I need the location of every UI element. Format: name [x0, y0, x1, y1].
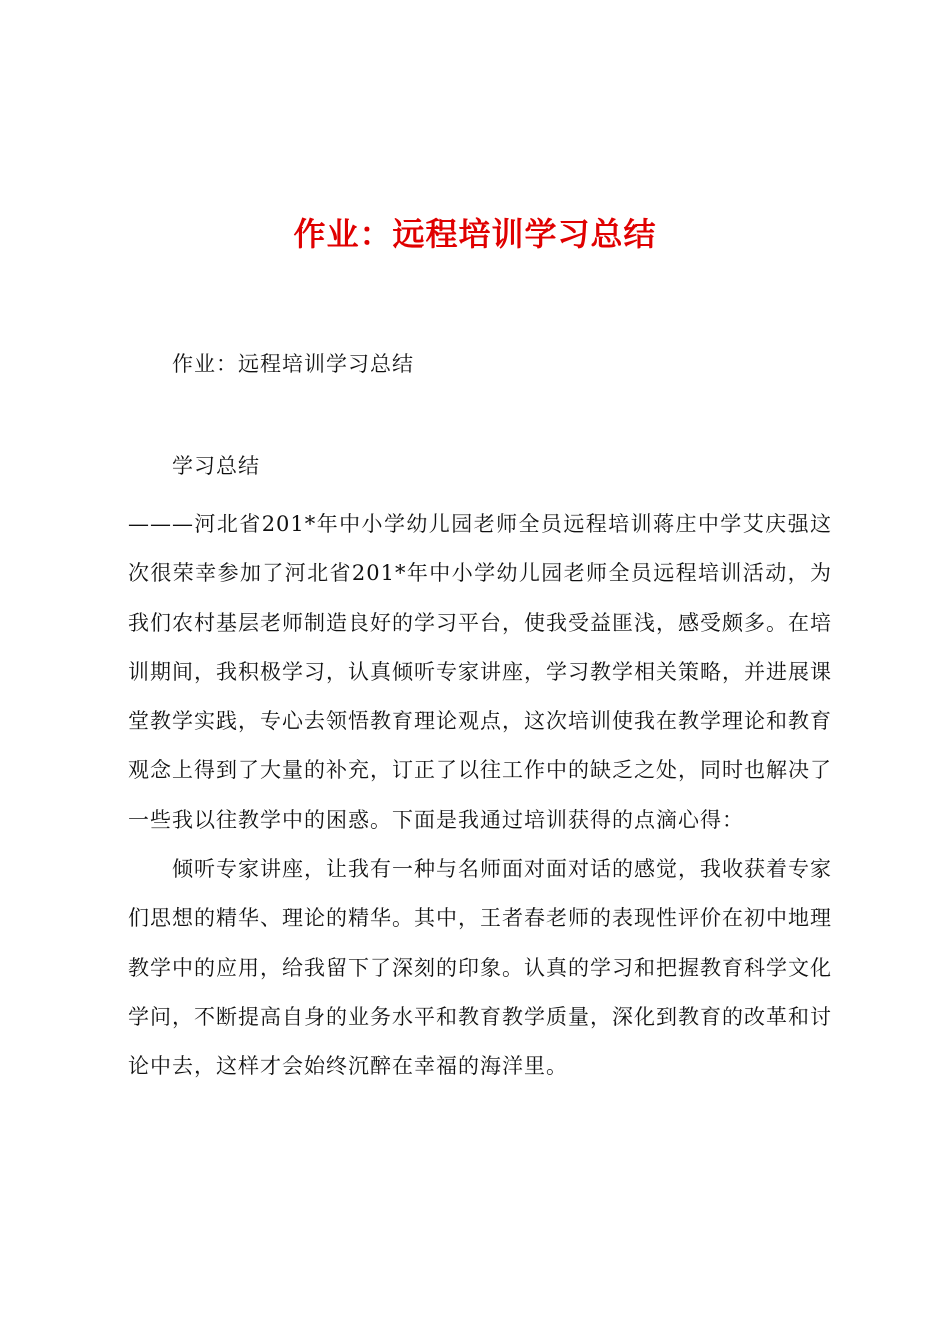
paragraph-2: 倾听专家讲座，让我有一种与名师面对面对话的感觉，我收获着专家们思想的精华、理论的精华。其中，王者春老师的表现性评价在初中地理教学中的应用，给我留下了深刻的印象。认真的学习和把握教育科学文化学问，不断提高自身的业务水平和教育教学质量，深化到教育的改革和讨论中去，这样才会始终沉醉在幸福的海洋里。	[128, 857, 832, 1079]
document-title: 作业：远程培训学习总结	[293, 215, 657, 253]
document-subtitle: 作业：远程培训学习总结	[172, 352, 414, 376]
section-heading: 学习总结	[172, 454, 260, 478]
body-text	[128, 500, 832, 1092]
paragraph-1: ———河北省201*年中小学幼儿园老师全员远程培训蒋庄中学艾庆强这次很荣幸参加了河北省201*年中小学幼儿园老师全员远程培训活动，为我们农村基层老师制造良好的学习平台，使我受益匪浅，感受颇多。在培训期间，我积极学习，认真倾听专家讲座，学习教学相关策略，并进展课堂教学实践，专心去领悟教育理论观点，这次培训使我在教学理论和教育观念上得到了大量的补充，订正了以往工作中的缺乏之处，同时也解决了一些我以往教学中的困惑。下面是我通过培训获得的点滴心得：	[128, 512, 832, 832]
